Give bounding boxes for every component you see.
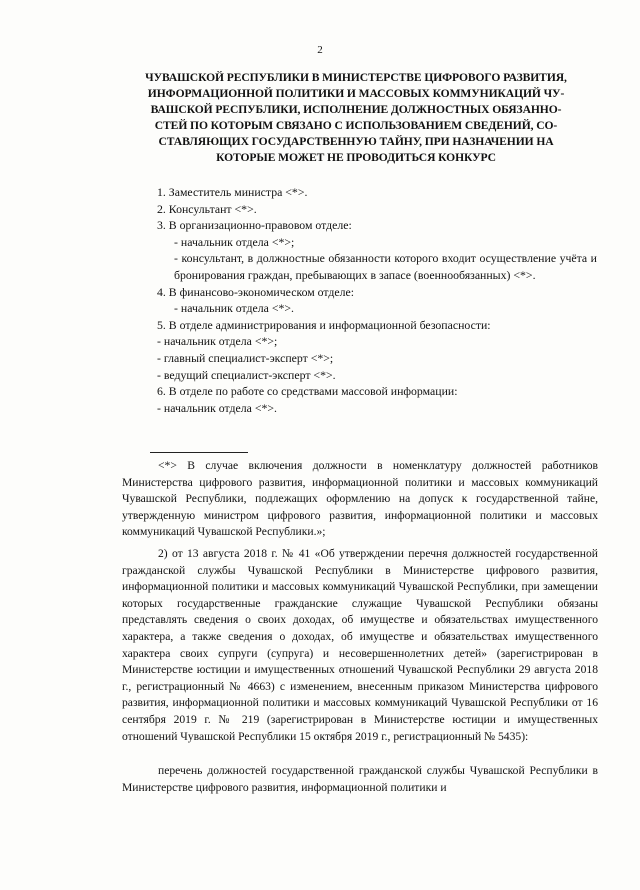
- page-number: 2: [317, 44, 323, 56]
- paragraph-order-41: 2) от 13 августа 2018 г. № 41 «Об утверждении перечня должностей государственной гражданской службы Чувашской Республики в Министерстве цифрового развития, информационной политики и массовых коммуникаций Чувашской Республики, при замещении которых государственные гражданские служащие Чувашской Республики обязаны представлять сведения о своих доходах, об имуществе и обязательствах имущественного характера, а также сведения о доходах, об имуществе и обязательствах имущественного характера своих супруги (супруга) и несовершеннолетних детей» (зарегистрирован в Министерстве юстиции и имущественных отношений Чувашской Республики 29 августа 2018 г., регистрационный № 4663) с изменением, внесенным приказом Министерства цифрового развития, информационной политики и массовых коммуникаций Чувашской Республики от 16 сентября 2019 г. № 219 (зарегистрирован в Министерстве юстиции и имущественных отношений Чувашской Республики 15 октября 2019 г., регистрационный № 5435):: [122, 547, 598, 743]
- positions-list: [157, 184, 597, 416]
- list-subitem: - начальник отдела <*>.: [174, 301, 295, 316]
- document-heading: [112, 70, 600, 166]
- list-item: 5. В отделе администрирования и информационной безопасности:: [157, 317, 491, 332]
- heading-line: ИНФОРМАЦИОННОЙ ПОЛИТИКИ И МАССОВЫХ КОММУНИКАЦИЙ ЧУ-: [147, 87, 565, 100]
- list-item: 2. Консультант <*>.: [157, 201, 257, 216]
- heading-line: ВАШСКОЙ РЕСПУБЛИКИ, ИСПОЛНЕНИЕ ДОЛЖНОСТНЫХ ОБЯЗАННО-: [150, 103, 562, 116]
- list-subitem: - ведущий специалист-эксперт <*>.: [157, 367, 336, 382]
- heading-line: СТАВЛЯЮЩИХ ГОСУДАРСТВЕННУЮ ТАЙНУ, ПРИ НАЗНАЧЕНИИ НА: [158, 135, 554, 148]
- heading-line: ЧУВАШСКОЙ РЕСПУБЛИКИ В МИНИСТЕРСТВЕ ЦИФРОВОГО РАЗВИТИЯ,: [145, 71, 567, 84]
- list-item: 1. Заместитель министра <*>.: [157, 185, 308, 199]
- footnote-separator: [150, 452, 248, 453]
- footnote: <*> В случае включения должности в номенклатуру должностей работников Министерства цифрового развития, информационной политики и массовых коммуникаций Чувашской Республики, подлежащих оформлению на допуск к государственной тайне, утвержденную министром цифрового развития, информационной политики и массовых коммуникаций Чувашской Республики.»;: [122, 459, 598, 539]
- list-subitem: - главный специалист-эксперт <*>;: [157, 350, 334, 365]
- list-item: 4. В финансово-экономическом отделе:: [157, 284, 355, 299]
- list-subitem: - начальник отдела <*>.: [157, 400, 278, 415]
- list-item: 3. В организационно-правовом отделе:: [157, 218, 352, 233]
- heading-line: СТЕЙ ПО КОТОРЫМ СВЯЗАНО С ИСПОЛЬЗОВАНИЕМ СВЕДЕНИЙ, СО-: [154, 119, 558, 132]
- list-subitem: - начальник отдела <*>;: [174, 234, 295, 249]
- list-subitem: - консультант, в должностные обязанности которого входит осуществление учёта и бронирования граждан, пребывающих в запасе (военнообязанных) <*>.: [174, 251, 597, 282]
- paragraph-list-intro: перечень должностей государственной гражданской службы Чувашской Республики в Министерстве цифрового развития, информационной политики и: [122, 764, 598, 794]
- list-item: 6. В отделе по работе со средствами массовой информации:: [157, 384, 458, 399]
- list-subitem: - начальник отдела <*>;: [157, 334, 278, 349]
- heading-line: КОТОРЫЕ МОЖЕТ НЕ ПРОВОДИТЬСЯ КОНКУРС: [216, 151, 496, 164]
